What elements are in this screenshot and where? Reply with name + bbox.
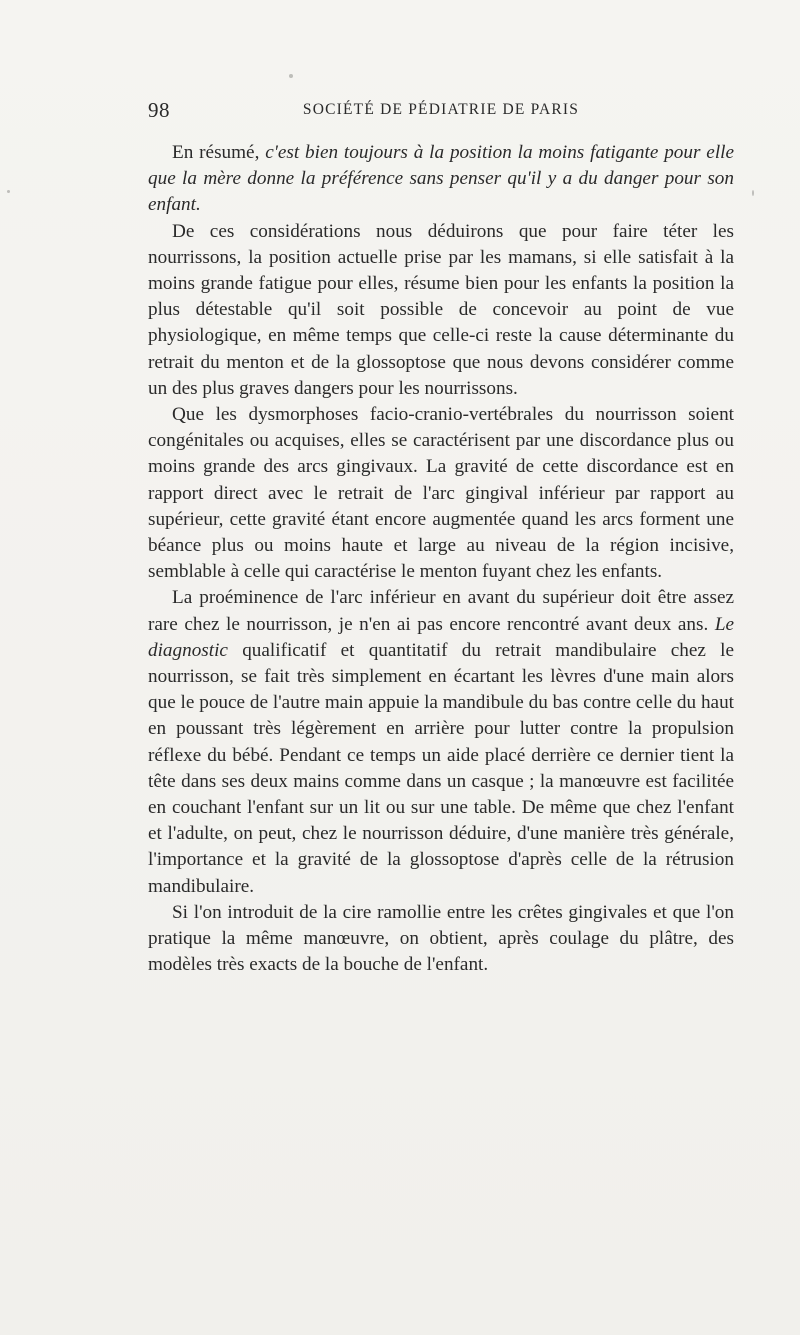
print-speck xyxy=(752,190,754,196)
paragraph-text: La proéminence de l'arc inférieur en avant du supérieur doit être assez rare chez le nourrisson, je n'en ai pas encore rencontré avant deux ans. xyxy=(148,587,734,635)
paragraph-text: qualificatif et quantitatif du retrait mandibulaire chez le nourrisson, se fait très simplement en écartant les lèvres d'une main alors que le pouce de l'autre main appuie la mandibule du bas contre celle du haut en poussant très légèrement en arrière pour lutter contre la propulsion réflexe du bébé. Pendant ce temps un aide placé derrière ce dernier tient la tête dans ses deux mains comme dans un casque ; la manœuvre est facilitée en couchant l'enfant sur un lit ou sur une table. De même que chez l'enfant et l'adulte, on peut, chez le nourrisson déduire, d'une manière très générale, l'importance et la gravité de la glossoptose d'après celle de la rétrusion mandibulaire. xyxy=(148,639,734,897)
paragraph-emphasis: c'est bien toujours à la position la moins fatigante pour elle que la mère donne la préférence sans penser qu'il y a du danger pour son enfant. xyxy=(148,142,734,216)
paragraph-dysmorphoses xyxy=(148,402,734,585)
print-speck xyxy=(7,190,10,193)
paragraph-diagnostic xyxy=(148,585,734,899)
paragraph-wax-casting xyxy=(148,900,734,979)
paragraph-considerations xyxy=(148,219,734,402)
page-number: 98 xyxy=(148,98,170,122)
paragraph-text: De ces considérations nous déduirons que pour faire téter les nourrissons, la position actuelle prise par les mamans, si elle satisfait à la moins grande fatigue pour elles, résume bien pour les enfants la position la plus détestable qu'il soit possible de concevoir au point de vue physiologique, en même temps que celle-ci reste la cause déterminante du retrait du menton et de la glossoptose que nous devons considérer comme un des plus graves dangers pour les nourrissons. xyxy=(148,220,734,399)
paragraph-text: En résumé, xyxy=(172,142,266,163)
paragraph-summary xyxy=(148,140,734,219)
paragraph-text: Si l'on introduit de la cire ramollie entre les crêtes gingivales et que l'on pratique la même manœuvre, on obtient, après coulage du plâtre, des modèles très exacts de la bouche de l'enfant. xyxy=(148,901,734,976)
body-text xyxy=(148,140,734,979)
paragraph-emphasis: Le diagnostic xyxy=(148,613,734,661)
running-title: SOCIÉTÉ DE PÉDIATRIE DE PARIS xyxy=(302,101,580,118)
page-header xyxy=(148,98,734,128)
print-speck xyxy=(289,74,293,78)
paragraph-text: Que les dysmorphoses facio-cranio-vertébrales du nourrisson soient congénitales ou acquises, elles se caractérisent par une discordance plus ou moins grande des arcs gingivaux. La gravité de cette discordance est en rapport direct avec le retrait de l'arc gingival inférieur par rapport au supérieur, cette gravité étant encore augmentée quand les arcs forment une béance plus ou moins haute et large au niveau de la région incisive, semblable à celle qui caractérise le menton fuyant chez les enfants. xyxy=(148,404,734,583)
